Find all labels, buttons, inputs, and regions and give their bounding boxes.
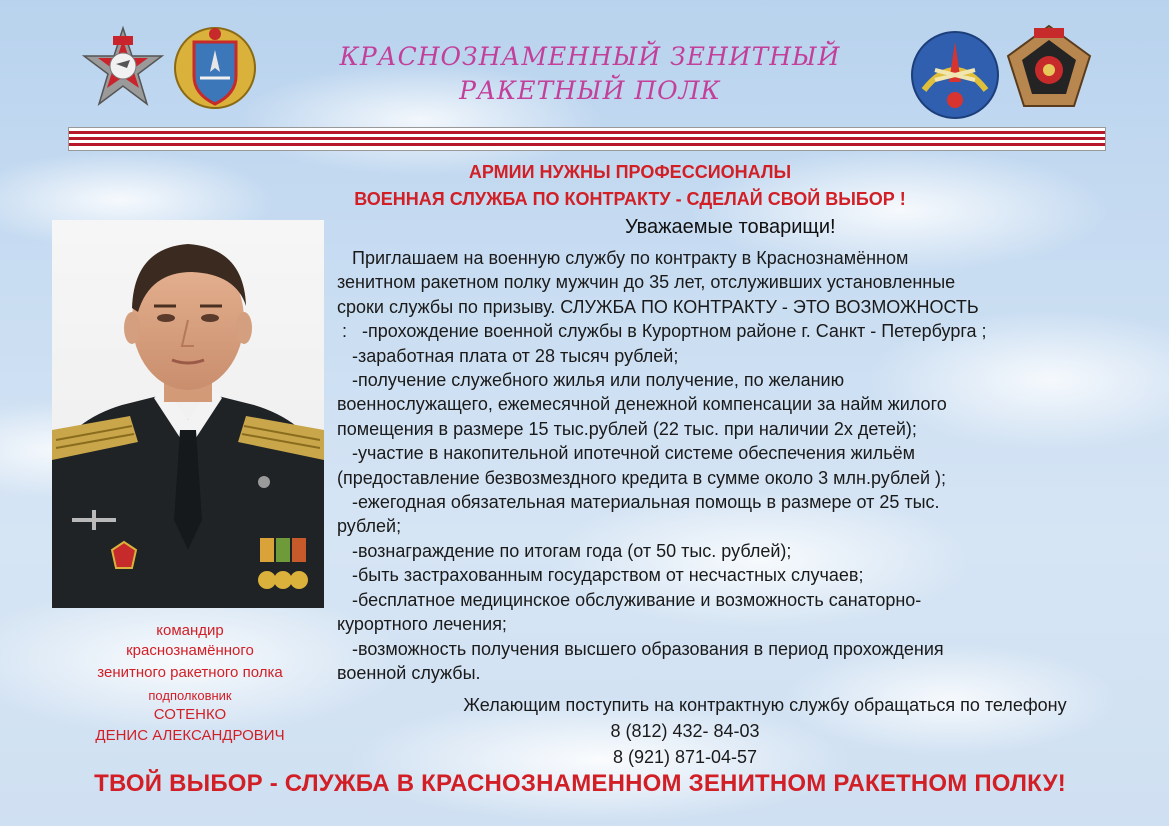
caption-name: ДЕНИС АЛЕКСАНДРОВИЧ [95,727,285,744]
letter-line: -вознаграждение по итогам года (от 50 тыс. рублей); [337,540,792,561]
letter-line: военной службы. [337,662,481,683]
footer-slogan: ТВОЙ ВЫБОР - СЛУЖБА В КРАСНОЗНАМЕННОМ ЗЕНИТНОМ РАКЕТНОМ ПОЛКУ! [94,770,1066,797]
letter-line: : -прохождение военной службы в Курортном районе г. Санкт - Петербурга ; [337,321,987,342]
caption-title-line3: зенитного ракетного полка [97,664,283,681]
letter-line: рублей; [337,516,402,537]
letter-line: Приглашаем на военную службу по контракту в Краснознамённом [337,248,909,268]
letter-line: курортного лечения; [337,614,507,635]
letter-line: сроки службы по призыву. СЛУЖБА ПО КОНТРАКТУ - ЭТО ВОЗМОЖНОСТЬ [337,296,979,317]
greeting: Уважаемые товарищи! [625,216,836,238]
letter-line: -ежегодная обязательная материальная помощь в размере от 25 тыс. [337,492,940,513]
letter-line: (предоставление безвозмездного кредита в сумме около 3 млн.рублей ); [337,467,947,488]
caption-title-line1: командир [156,622,224,639]
letter-line: военнослужащего, ежемесячной денежной компенсации за найм жилого [337,394,947,415]
letter-line: зенитном ракетном полку мужчин до 35 лет, отслуживших установленные [337,272,956,293]
slogan-line2: ВОЕННАЯ СЛУЖБА ПО КОНТРАКТУ - СДЕЛАЙ СВОЙ ВЫБОР ! [354,189,906,209]
letter-line: -возможность получения высшего образования в период прохождения [337,638,944,659]
tricolor-divider [68,127,1106,151]
unit-title-line1: КРАСНОЗНАМЕННЫЙ ЗЕНИТНЫЙ [339,42,841,71]
letter-line: -бесплатное медицинское обслуживание и возможность санаторно- [337,589,922,610]
caption-rank: подполковник [148,688,232,703]
letter-line: -быть застрахованным государством от несчастных случаев; [337,565,864,586]
letter-body [337,246,1127,685]
guards-pentagon-badge-icon [1004,22,1090,108]
contact-phone-2: 8 (921) 871-04-57 [612,747,758,767]
letter-line: -заработная плата от 28 тысяч рублей; [337,345,679,366]
slogan-line1: АРМИИ НУЖНЫ ПРОФЕССИОНАЛЫ [468,162,792,182]
contact-block [380,692,1150,770]
unit-title [330,40,850,108]
unit-title-line2: РАКЕТНЫЙ ПОЛК [459,76,721,105]
letter-line: -участие в накопительной ипотечной системе обеспечения жильём [337,443,915,464]
air-defense-emblem-icon [910,30,996,116]
unit-shield-badge-icon [172,22,258,108]
caption-title-line2: краснознамённого [126,642,254,659]
commander-portrait [52,220,324,608]
caption-surname: СОТЕНКО [153,706,227,723]
letter-line: помещения в размере 15 тыс.рублей (22 тыс. при наличии 2х детей); [337,418,917,439]
letter-line: -получение служебного жилья или получение, по желанию [337,370,845,391]
contact-intro: Желающим поступить на контрактную службу обращаться по телефону [463,695,1067,715]
red-banner-order-badge-icon [80,26,166,112]
contact-phone-1: 8 (812) 432- 84-03 [610,721,760,741]
